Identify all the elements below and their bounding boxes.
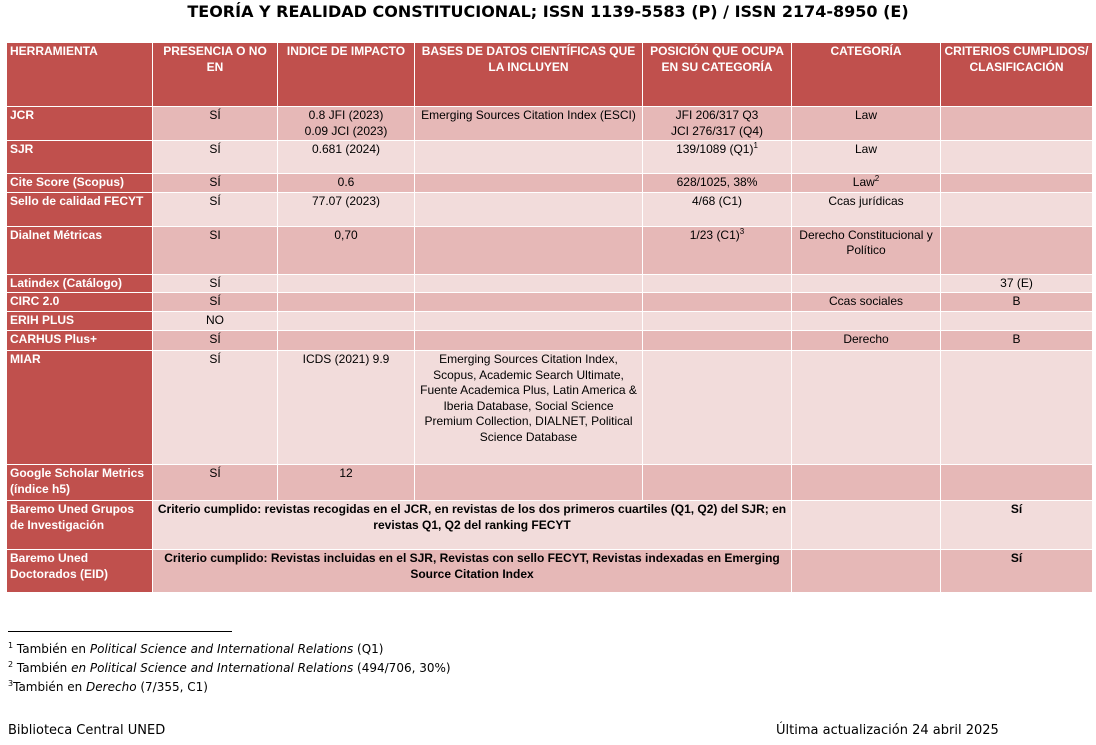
tool-text: JCR (10, 108, 35, 122)
category-text: Law (852, 175, 875, 189)
footnote-ref: 2 (874, 174, 880, 183)
footnote-category: Political Science and International Relations (89, 642, 354, 656)
impact-text: 0.8 JFI (2023) 0.09 JCI (2023) (304, 108, 388, 138)
category-cell (792, 293, 941, 312)
impact-cell (278, 465, 415, 501)
page-title: TEORÍA Y REALIDAD CONSTITUCIONAL; ISSN 1139-5583 (P) / ISSN 2174-8950 (E) (187, 2, 909, 21)
tool-text: MIAR (10, 352, 41, 366)
position-text: 139/1089 (Q1) (676, 142, 754, 156)
impact-cell (278, 312, 415, 331)
position-cell (643, 331, 792, 351)
presence-cell (153, 107, 278, 141)
criteria-text: B (1012, 294, 1021, 308)
presence-text: SÍ (209, 352, 221, 366)
header-cell: INDICE DE IMPACTO (278, 43, 415, 107)
tool-text: Dialnet Métricas (10, 227, 103, 242)
footnote (8, 680, 208, 694)
header-cell: HERRAMIENTA (7, 43, 153, 107)
criteria-cell (941, 465, 1093, 501)
table-row (7, 141, 1093, 174)
category-cell (792, 465, 941, 501)
criteria-cell (941, 226, 1093, 274)
category-cell (792, 141, 941, 174)
position-cell (643, 274, 792, 293)
presence-text: SÍ (209, 175, 221, 189)
databases-cell (415, 351, 643, 465)
category-text: Ccas jurídicas (828, 193, 904, 208)
tool-text: ERIH PLUS (10, 313, 75, 327)
presence-text: SI (209, 227, 221, 242)
presence-cell (153, 274, 278, 293)
criteria-cell (941, 274, 1093, 293)
position-text: 628/1025, 38% (676, 175, 758, 189)
presence-text: SÍ (209, 108, 221, 122)
category-cell (792, 226, 941, 274)
tool-text: Cite Score (Scopus) (10, 175, 125, 189)
presence-text: SÍ (209, 193, 221, 208)
impact-text: 0.681 (2024) (311, 142, 381, 156)
category-text: Derecho (843, 332, 889, 346)
presence-text: SÍ (209, 275, 221, 290)
databases-cell (415, 107, 643, 141)
position-cell (643, 107, 792, 141)
footer-right: Última actualización 24 abril 2025 (776, 723, 999, 738)
header-cell: CRITERIOS CUMPLIDOS/ CLASIFICACIÓN (941, 43, 1093, 107)
footnote-text: (7/355, C1) (136, 680, 208, 694)
impact-cell (278, 107, 415, 141)
table-row (7, 107, 1093, 141)
position-cell (643, 293, 792, 312)
impact-text: 77.07 (2023) (311, 193, 381, 208)
presence-cell (153, 174, 278, 193)
databases-cell (415, 274, 643, 293)
tool-text: Sello de calidad FECYT (10, 193, 144, 208)
position-text: JFI 206/317 Q3 JCI 276/317 (Q4) (670, 108, 764, 138)
table-row (7, 274, 1093, 293)
category-cell (792, 174, 941, 193)
presence-text: SÍ (209, 332, 221, 346)
impact-cell (278, 174, 415, 193)
impact-text: ICDS (2021) 9.9 (302, 352, 390, 366)
presence-cell (153, 312, 278, 331)
tool-cell (7, 192, 153, 226)
header-cell: CATEGORÍA (792, 43, 941, 107)
impact-cell (278, 226, 415, 274)
databases-text: Emerging Sources Citation Index, Scopus, Academic Search Ultimate, Fuente Academica Plus, Latin America & Iberia Database, Social Science Premium Collection, DIALNET, Political Science Database (420, 352, 637, 444)
category-cell (792, 550, 941, 593)
criteria-cell (941, 141, 1093, 174)
footnote (8, 642, 384, 656)
tool-cell (7, 351, 153, 465)
category-cell (792, 331, 941, 351)
table-row (7, 192, 1093, 226)
table-row (7, 351, 1093, 465)
footnote-category: Derecho (86, 680, 137, 694)
presence-text: SÍ (209, 142, 221, 156)
footnote-number: 1 (8, 641, 14, 650)
position-cell (643, 351, 792, 465)
impact-cell (278, 274, 415, 293)
criteria-cell (941, 174, 1093, 193)
tool-cell: Baremo Uned Doctorados (EID) (7, 550, 153, 593)
criteria-cell (941, 351, 1093, 465)
presence-cell (153, 331, 278, 351)
tool-cell (7, 174, 153, 193)
table-row (7, 331, 1093, 351)
criterion-text: Criterio cumplido: Revistas incluidas en el SJR, Revistas con sello FECYT, Revistas indexadas en Emerging Source Citation Index (153, 550, 792, 593)
footnote-text: También en (13, 680, 87, 694)
position-cell (643, 226, 792, 274)
tool-cell (7, 141, 153, 174)
metrics-table (6, 42, 1093, 593)
criteria-cell (941, 312, 1093, 331)
footnote-ref: 3 (739, 226, 745, 236)
criteria-cell: Sí (941, 501, 1093, 550)
position-cell (643, 192, 792, 226)
table-row (7, 312, 1093, 331)
criteria-text: B (1012, 332, 1021, 346)
tool-cell (7, 107, 153, 141)
footnote-text: También (13, 661, 72, 675)
header-row (7, 43, 1093, 107)
tool-text: CARHUS Plus+ (10, 332, 98, 346)
category-cell (792, 312, 941, 331)
databases-cell (415, 465, 643, 501)
category-cell (792, 501, 941, 550)
impact-text: 0.6 (337, 175, 355, 189)
databases-cell (415, 293, 643, 312)
presence-text: NO (206, 313, 224, 327)
presence-cell (153, 141, 278, 174)
criteria-cell (941, 192, 1093, 226)
criteria-cell (941, 331, 1093, 351)
criteria-cell (941, 293, 1093, 312)
databases-cell (415, 174, 643, 193)
impact-cell (278, 351, 415, 465)
category-text: Derecho Constitucional y Político (799, 227, 933, 257)
footnote-number: 3 (8, 679, 14, 688)
impact-cell (278, 141, 415, 174)
category-text: Ccas sociales (828, 294, 904, 308)
criterion-text: Criterio cumplido: revistas recogidas en el JCR, en revistas de los dos primeros cuartiles (Q1, Q2) del SJR; en revistas Q1, Q2 del ranking FECYT (153, 501, 792, 550)
position-cell (643, 312, 792, 331)
position-text: 1/23 (C1) (689, 227, 740, 242)
databases-cell (415, 192, 643, 226)
tool-cell: Baremo Uned Grupos de Investigación (7, 501, 153, 550)
footnote-number: 2 (8, 660, 14, 669)
criteria-cell: Sí (941, 550, 1093, 593)
databases-cell (415, 226, 643, 274)
footnote-separator (8, 631, 232, 632)
presence-text: SÍ (209, 466, 221, 480)
impact-text: 0,70 (334, 227, 358, 242)
category-cell (792, 274, 941, 293)
table-row (7, 226, 1093, 274)
position-cell (643, 465, 792, 501)
category-cell (792, 351, 941, 465)
category-text: Law (854, 108, 877, 122)
presence-cell (153, 192, 278, 226)
databases-cell (415, 312, 643, 331)
tool-cell (7, 274, 153, 293)
category-cell (792, 192, 941, 226)
footnote-text: También en (13, 642, 90, 656)
footnote-ref: 1 (753, 141, 758, 150)
position-cell (643, 174, 792, 193)
presence-cell (153, 226, 278, 274)
presence-cell (153, 465, 278, 501)
position-text: 4/68 (C1) (691, 193, 743, 208)
tool-text: Google Scholar Metrics (índice h5) (10, 466, 145, 496)
tool-cell (7, 293, 153, 312)
header-cell: BASES DE DATOS CIENTÍFICAS QUE LA INCLUYEN (415, 43, 643, 107)
footer-left: Biblioteca Central UNED (8, 723, 166, 738)
tool-cell (7, 226, 153, 274)
databases-text: Emerging Sources Citation Index (ESCI) (421, 108, 636, 122)
header-cell: PRESENCIA O NO EN (153, 43, 278, 107)
impact-text: 12 (339, 466, 353, 480)
footnote-text: (Q1) (353, 642, 384, 656)
footnote-category: en Political Science and International Relations (71, 661, 354, 675)
footnote-text: (494/706, 30%) (353, 661, 451, 675)
tool-cell (7, 465, 153, 501)
table-row (7, 293, 1093, 312)
presence-cell (153, 293, 278, 312)
impact-cell (278, 192, 415, 226)
databases-cell (415, 141, 643, 174)
category-text: Law (854, 142, 877, 156)
presence-cell (153, 351, 278, 465)
criteria-text: 37 (E) (1000, 275, 1033, 290)
tool-text: CIRC 2.0 (10, 294, 60, 308)
footnote (8, 661, 451, 675)
impact-cell (278, 293, 415, 312)
criteria-cell (941, 107, 1093, 141)
baremo-row (7, 550, 1093, 593)
table-row (7, 465, 1093, 501)
position-cell (643, 141, 792, 174)
table-row (7, 174, 1093, 193)
databases-cell (415, 331, 643, 351)
tool-cell (7, 331, 153, 351)
category-cell (792, 107, 941, 141)
header-cell: POSICIÓN QUE OCUPA EN SU CATEGORÍA (643, 43, 792, 107)
presence-text: SÍ (209, 294, 221, 308)
tool-cell (7, 312, 153, 331)
impact-cell (278, 331, 415, 351)
baremo-row (7, 501, 1093, 550)
tool-text: SJR (10, 142, 34, 156)
tool-text: Latindex (Catálogo) (10, 275, 123, 290)
